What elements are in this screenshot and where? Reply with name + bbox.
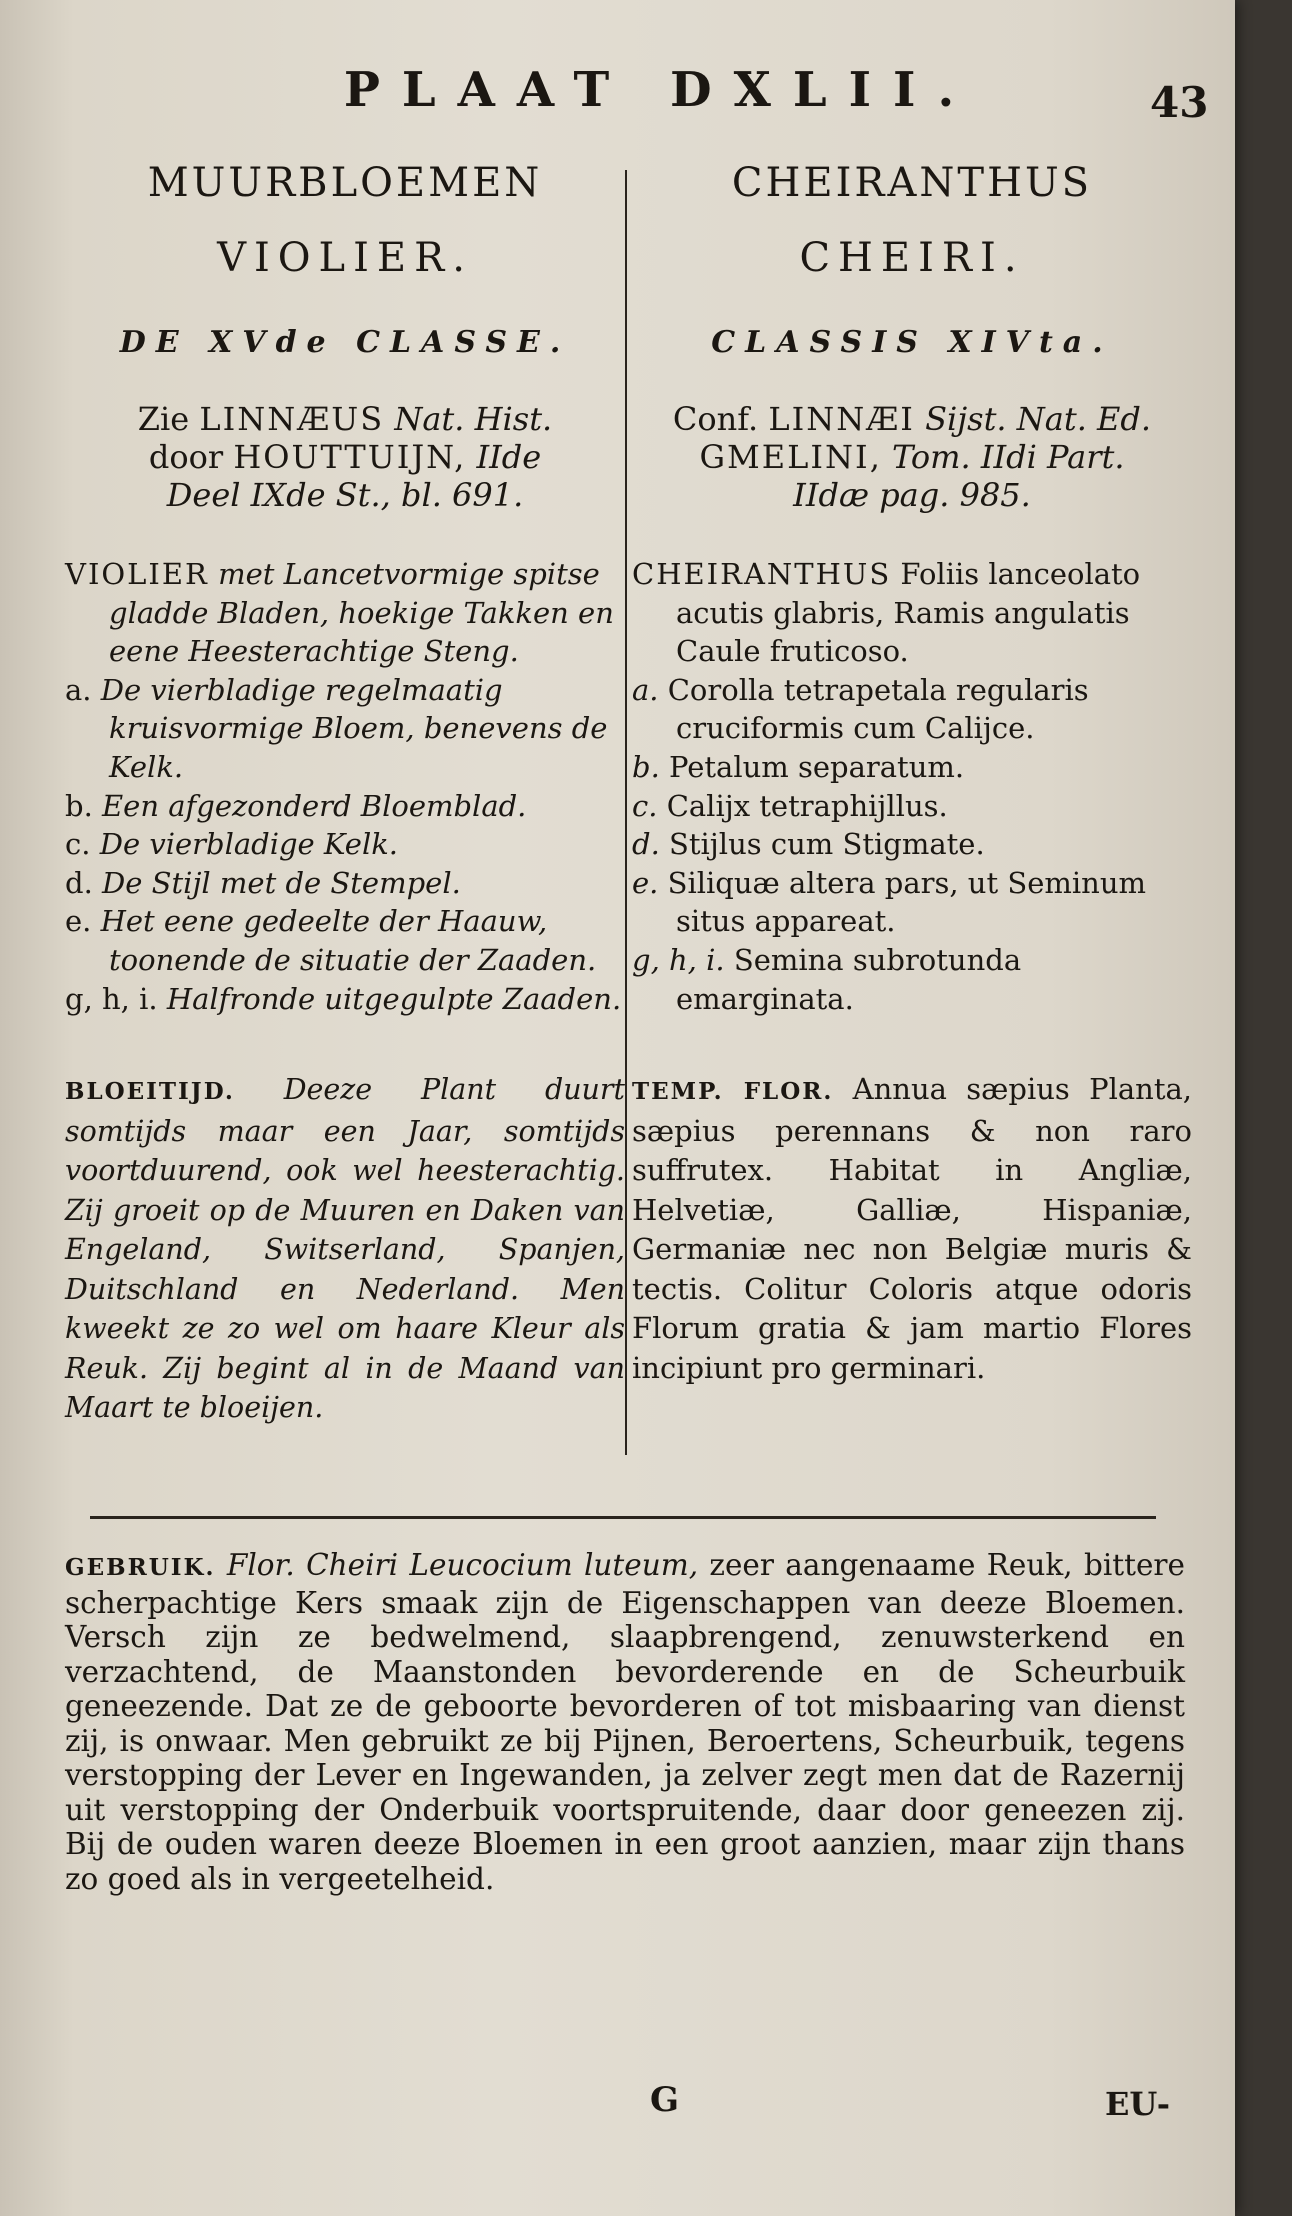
bloeitijd-label: BLOEITIJD.	[65, 1078, 235, 1105]
item-label: c.	[632, 788, 658, 823]
desc-head: VIOLIER	[65, 557, 209, 591]
item-label: e.	[65, 904, 92, 939]
temp-flor-label: TEMP. FLOR.	[632, 1078, 834, 1105]
ref-conf: Conf.	[672, 400, 759, 438]
latin-title-line2: CHEIRI.	[799, 235, 1025, 281]
gebruik-text: zeer aangenaame Reuk, bittere scherpachtige Kers smaak zijn de Eigenschappen van deeze Bloemen. Versch zijn ze bedwelmend, slaapbrengend, zenuwsterkend en verzachtend, de Maanstonden bevorderende en de Scheurbuik geneezende. Dat ze de geboorte bevorderen of tot misbaaring van dienst zij, is onwaar. Men gebruikt ze bij Pijnen, Beroertens, Scheurbuik, tegens verstopping der Lever en Ingewanden, ja zelver zegt men dat de Razernij uit verstopping der Onderbuik voortspruitende, daar door geneezen zij. Bij de ouden waren deeze Bloemen in een groot aanzien, maar zijn thans zo goed als in vergeetelheid.	[65, 1548, 1185, 1896]
ref-gmelini: GMELINI,	[699, 438, 882, 476]
item-label: g, h, i.	[65, 981, 158, 1016]
temp-flor-text: Annua sæpius Planta, sæpius perennans & non raro suffrutex. Habitat in Angliæ, Helvetiæ, Galliæ, Hispaniæ, Germaniæ nec non Belgiæ muris & tectis. Colitur Coloris atque odoris Florum gratia & jam martio Flores incipiunt pro germinari.	[632, 1072, 1193, 1385]
ref-door: door	[148, 438, 224, 476]
latin-description	[632, 555, 1192, 1018]
signature-mark: G	[650, 2080, 680, 2120]
dutch-reference	[65, 400, 625, 514]
page-number: 43	[1150, 78, 1209, 127]
catchword: EU-	[1105, 2085, 1171, 2123]
bloeitijd-paragraph	[65, 1070, 625, 1428]
latin-reference	[632, 400, 1192, 514]
ref-nat-hist: Nat. Hist.	[394, 400, 553, 438]
item-label: b.	[632, 749, 660, 784]
item-label: g, h, i.	[632, 942, 725, 977]
ref-sijst: Sijst. Nat. Ed.	[925, 400, 1152, 438]
ref-linnaeus: LINNÆUS	[199, 400, 385, 438]
desc-intro: met Lancetvormige spitse gladde Bladen, hoekige Takken en eene Heesterachtige Steng.	[109, 557, 614, 669]
item-label: c.	[65, 827, 91, 862]
gebruik-paragraph	[65, 1548, 1185, 1896]
section-rule	[90, 1516, 1156, 1519]
item-text: Corolla tetrapetala regularis cruciformis cum Calijce.	[667, 672, 1089, 746]
dutch-title-line2: VIOLIER.	[217, 235, 473, 281]
item-label: d.	[65, 865, 93, 900]
gebruik-italic: Flor. Cheiri Leucocium luteum,	[226, 1548, 699, 1582]
dutch-title-line1: MUURBLOEMEN	[147, 160, 543, 206]
dutch-description	[65, 555, 625, 1018]
item-label: e.	[632, 865, 659, 900]
ref-deel: Deel IXde St., bl. 691.	[166, 476, 524, 514]
item-text: Siliquæ altera pars, ut Seminum situs appareat.	[667, 865, 1147, 939]
item-label: a.	[632, 672, 659, 707]
dutch-class-line: DE XVde CLASSE.	[119, 325, 571, 360]
ref-houttuijn: HOUTTUIJN,	[233, 438, 467, 476]
ref-iide: IIde	[476, 438, 542, 476]
ref-pag: IIdæ pag. 985.	[793, 476, 1031, 514]
plate-title: PLAAT DXLII.	[343, 62, 977, 118]
desc-intro: Foliis lanceolato acutis glabris, Ramis angulatis Caule fruticoso.	[676, 557, 1141, 669]
temp-flor-paragraph	[632, 1070, 1192, 1388]
desc-head: CHEIRANTHUS	[632, 557, 892, 591]
column-divider	[625, 170, 627, 1455]
ref-linnaei: LINNÆI	[768, 400, 915, 438]
item-text: Een afgezonderd Bloemblad.	[102, 788, 527, 823]
item-text: De vierbladige regelmaatig kruisvormige Bloem, benevens de Kelk.	[100, 672, 608, 784]
latin-title-line1: CHEIRANTHUS	[731, 160, 1093, 206]
item-text: Het eene gedeelte der Haauw, toonende de situatie der Zaaden.	[100, 904, 597, 977]
item-text: Halfronde uitgegulpte Zaaden.	[166, 981, 622, 1016]
item-text: De Stijl met de Stempel.	[102, 865, 461, 900]
bloeitijd-text: Deeze Plant duurt somtijds maar een Jaar, somtijds voortduurend, ook wel heesterachtig. Zij groeit op de Muuren en Daken van Engeland, Switserland, Spanjen, Duitschland en Nederland. Men kweekt ze zo wel om haare Kleur als Reuk. Zij begint al in de Maand van Maart te bloeijen.	[65, 1073, 625, 1424]
latin-class-line: CLASSIS XIVta.	[711, 325, 1113, 360]
ref-zie: Zie	[137, 400, 190, 438]
item-text: Semina subrotunda emarginata.	[676, 942, 1022, 1016]
item-text: Petalum separatum.	[669, 749, 965, 784]
item-label: b.	[65, 788, 93, 823]
item-text: Calijx tetraphijllus.	[666, 788, 948, 823]
item-text: Stijlus cum Stigmate.	[669, 827, 985, 862]
ref-tom: Tom. IIdi Part.	[892, 438, 1125, 476]
gebruik-label: GEBRUIK.	[65, 1554, 216, 1581]
item-label: a.	[65, 672, 92, 707]
item-label: d.	[632, 827, 660, 862]
item-text: De vierbladige Kelk.	[99, 827, 399, 862]
